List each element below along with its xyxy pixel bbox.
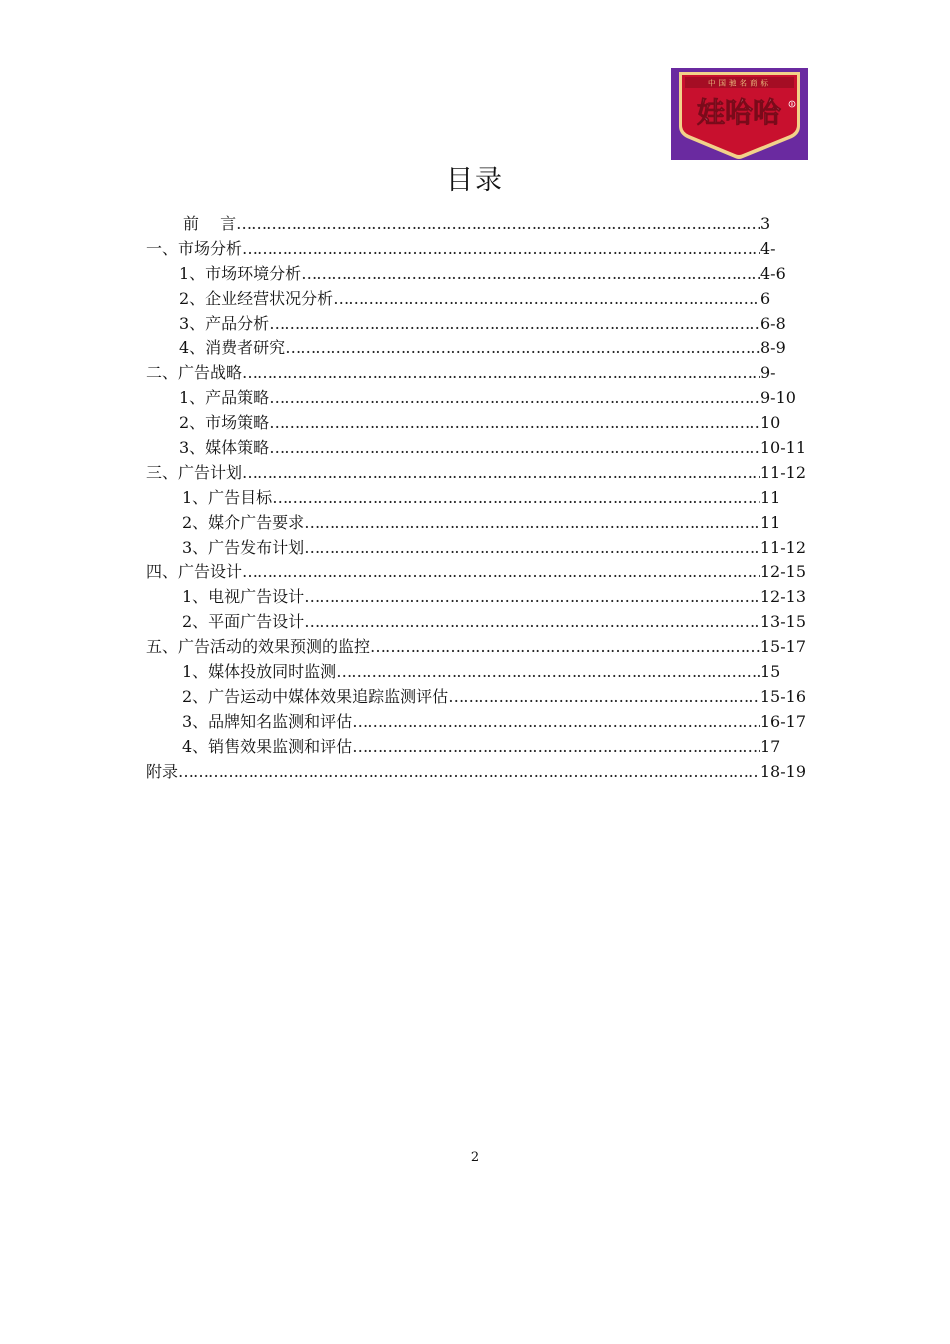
toc-entry-title: 2、平面广告设计 [182, 612, 305, 632]
toc-dot-leader [304, 585, 760, 610]
toc-entry-title: 三、广告计划 [146, 462, 243, 482]
wahaha-logo-image [671, 68, 808, 160]
toc-entry-page: 11 [760, 487, 781, 507]
toc-dot-leader [352, 735, 760, 760]
toc-dot-leader [242, 461, 760, 486]
toc-entry [146, 560, 806, 585]
toc-entry-title: 4、消费者研究 [179, 338, 286, 358]
toc-dot-leader [242, 361, 760, 386]
toc-entry-page: 9- [760, 363, 776, 383]
toc-entry-page: 8-9 [760, 338, 786, 358]
toc-entry-page: 12-15 [759, 562, 806, 582]
toc-entry-page: 6 [760, 288, 771, 308]
toc-entry-page: 15 [760, 662, 781, 682]
toc-entry-title: 1、市场环境分析 [179, 263, 302, 283]
svg-text:娃哈哈: 娃哈哈 [696, 96, 782, 129]
toc-entry-title: 四、广告设计 [146, 562, 243, 582]
svg-text:R: R [790, 102, 794, 107]
toc-dot-leader [272, 486, 760, 511]
toc-dot-leader [301, 262, 760, 287]
toc-entry-page: 11-12 [759, 462, 806, 482]
toc-dot-leader [304, 610, 760, 635]
toc-dot-leader [333, 287, 760, 312]
toc-entry [146, 312, 806, 337]
toc-entry [146, 436, 806, 461]
svg-text:中国驰名商标: 中国驰名商标 [708, 78, 771, 88]
toc-entry-page: 15-17 [759, 637, 806, 657]
toc-entry [146, 511, 806, 536]
toc-dot-leader [178, 760, 760, 785]
toc-entry [146, 411, 806, 436]
toc-entry [146, 486, 806, 511]
toc-entry [146, 461, 806, 486]
toc-entry [146, 710, 806, 735]
toc-entry-title: 3、媒体策略 [179, 438, 270, 458]
toc-entry [146, 760, 806, 785]
toc-entry-page: 4-6 [760, 263, 786, 283]
toc-entry-title: 4、销售效果监测和评估 [182, 736, 353, 756]
toc-dot-leader [242, 237, 760, 262]
toc-entry-page: 10-11 [759, 438, 806, 458]
toc-entry-page: 6-8 [760, 313, 786, 333]
toc-entry [146, 536, 806, 561]
toc-entry [146, 386, 806, 411]
toc-entry-page: 11 [760, 512, 781, 532]
toc-entry-title: 3、品牌知名监测和评估 [182, 711, 353, 731]
toc-dot-leader [285, 336, 760, 361]
toc-dot-leader [242, 560, 760, 585]
toc-dot-leader [304, 536, 760, 561]
toc-entry-title: 1、广告目标 [182, 487, 273, 507]
toc-dot-leader [269, 411, 760, 436]
toc-entry-page: 10 [760, 413, 781, 433]
toc-entry [146, 287, 806, 312]
toc-entry [146, 660, 806, 685]
toc-dot-leader [448, 685, 760, 710]
toc-entry [146, 361, 806, 386]
toc-entry-title: 1、媒体投放同时监测 [182, 662, 337, 682]
toc-dot-leader [269, 312, 760, 337]
toc-dot-leader [370, 635, 760, 660]
toc-entry-title: 前 言 [183, 214, 237, 233]
toc-entry-page: 13-15 [759, 612, 806, 632]
toc-entry-page: 3 [760, 214, 771, 233]
toc-entry-title: 2、市场策略 [179, 413, 270, 433]
toc-dot-leader [236, 212, 760, 237]
toc-entry [146, 635, 806, 660]
toc-entry [146, 585, 806, 610]
toc-entry-title: 1、产品策略 [179, 388, 270, 408]
toc-entry-page: 15-16 [759, 686, 806, 706]
toc-entry-title: 1、电视广告设计 [182, 587, 305, 607]
toc-entry-title: 一、市场分析 [146, 238, 243, 258]
page-number: 2 [470, 1150, 480, 1165]
toc-entry [146, 685, 806, 710]
toc-dot-leader [336, 660, 760, 685]
toc-entry-title: 二、广告战略 [146, 363, 243, 383]
toc-entry-title: 3、广告发布计划 [182, 537, 305, 557]
toc-entry [146, 212, 806, 237]
toc-entry-title: 附录 [146, 761, 179, 781]
toc-dot-leader [269, 436, 760, 461]
toc-dot-leader [304, 511, 760, 536]
toc-entry-title: 2、媒介广告要求 [182, 512, 305, 532]
toc-entry-title: 2、企业经营状况分析 [179, 288, 334, 308]
brand-logo [671, 68, 808, 160]
toc-entry-page: 11-12 [759, 537, 806, 557]
toc-entry-page: 18-19 [759, 761, 806, 781]
toc-entry [146, 610, 806, 635]
toc-dot-leader [352, 710, 760, 735]
toc-entry-page: 16-17 [759, 711, 806, 731]
table-of-contents [146, 212, 806, 784]
toc-entry [146, 735, 806, 760]
toc-entry-page: 17 [760, 736, 781, 756]
toc-entry-page: 4- [760, 238, 776, 258]
toc-entry [146, 262, 806, 287]
toc-entry-page: 12-13 [759, 587, 806, 607]
toc-entry-page: 9-10 [760, 388, 796, 408]
toc-dot-leader [269, 386, 760, 411]
page-title: 目录 [446, 165, 504, 196]
toc-entry [146, 336, 806, 361]
toc-entry-title: 3、产品分析 [179, 313, 270, 333]
toc-entry-title: 2、广告运动中媒体效果追踪监测评估 [182, 686, 449, 706]
toc-entry-title: 五、广告活动的效果预测的监控 [146, 637, 371, 657]
toc-entry [146, 237, 806, 262]
